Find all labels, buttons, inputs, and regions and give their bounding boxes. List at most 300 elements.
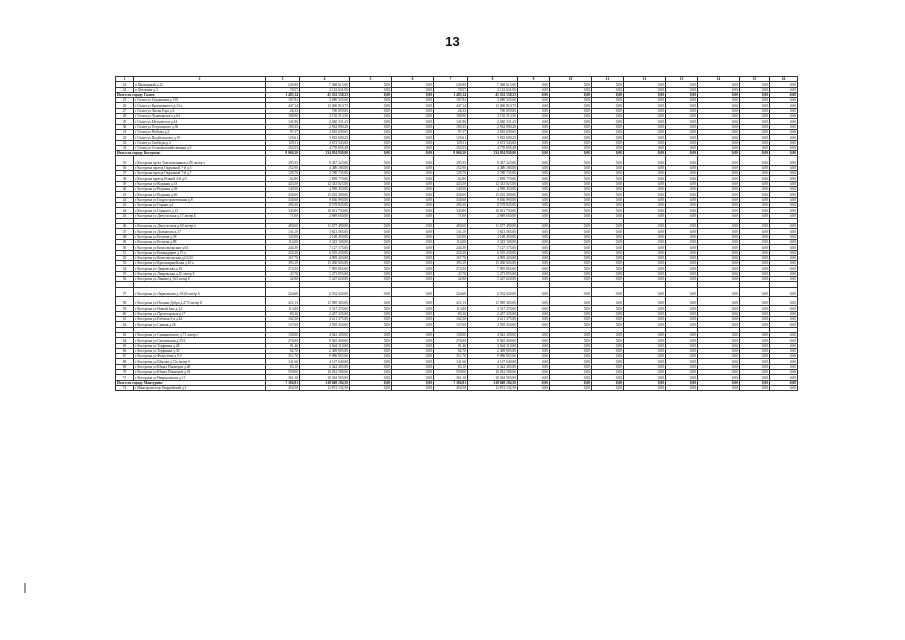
cost-cell: 4 127 640,00 (468, 359, 518, 364)
cost-cell: 4 040 331,25 (468, 119, 518, 124)
zero-value-cell: 0,00 (592, 87, 624, 92)
zero-value-cell: 0,00 (624, 114, 666, 119)
address-cell: г Кострома ул Новый Быт д.14 (134, 306, 266, 311)
zero-value-cell: 0,00 (592, 187, 624, 192)
area-cell: 165,53 (266, 145, 300, 150)
value-cell: 0,00 (350, 145, 392, 150)
zero-value-cell: 0,00 (740, 370, 770, 375)
area-cell: 42,80 (266, 277, 300, 282)
zero-value-cell: 0,00 (666, 187, 698, 192)
zero-value-cell: 0,00 (550, 197, 592, 202)
zero-value-cell: 0,00 (518, 156, 550, 165)
area-cell: 102,50 (266, 317, 300, 322)
zero-value-cell: 0,00 (518, 197, 550, 202)
value-cell: 0,00 (392, 317, 434, 322)
zero-value-cell: 0,00 (698, 338, 740, 343)
zero-value-cell: 0,00 (518, 240, 550, 245)
zero-value-cell: 0,00 (666, 364, 698, 369)
zero-value-cell: 0,00 (770, 306, 798, 311)
address-cell: г Галич ул Свободы д.3 (134, 140, 266, 145)
zero-value-cell: 0,00 (518, 87, 550, 92)
area-cell: 152,90 (434, 165, 468, 170)
zero-value-cell: 0,00 (770, 354, 798, 359)
column-number-cell: 3 (266, 77, 300, 82)
value-cell: 0,00 (392, 297, 434, 306)
area-cell: 224,20 (266, 250, 300, 255)
area-cell: 7 306,81 (266, 380, 300, 385)
address-cell: г Кострома ул Горького д.15 (134, 208, 266, 213)
value-cell: 0,00 (392, 181, 434, 186)
zero-value-cell: 0,00 (624, 98, 666, 103)
column-number-cell: 1 (116, 77, 134, 82)
zero-value-cell: 0,00 (518, 245, 550, 250)
zero-value-cell: 0,00 (592, 245, 624, 250)
zero-value-cell: 0,00 (592, 385, 624, 390)
zero-value-cell: 0,00 (698, 354, 740, 359)
register-table-body (116, 77, 798, 391)
zero-value-cell: 0,00 (550, 255, 592, 260)
zero-value-cell: 0,00 (592, 375, 624, 380)
value-cell: 0,00 (392, 124, 434, 129)
zero-value-cell: 0,00 (698, 234, 740, 239)
row-number: 58 (116, 297, 134, 306)
zero-value-cell: 0,00 (518, 380, 550, 385)
cost-cell: 6 552 920,00 (468, 287, 518, 296)
zero-value-cell: 0,00 (740, 306, 770, 311)
cost-cell: 8 045 400,00 (468, 338, 518, 343)
zero-value-cell: 0,00 (740, 375, 770, 380)
zero-value-cell: 0,00 (518, 114, 550, 119)
zero-value-cell: 0,00 (666, 271, 698, 276)
zero-value-cell: 0,00 (518, 359, 550, 364)
address-cell: г Кострома проезд Речной 4-й д.9 (134, 176, 266, 181)
zero-value-cell: 0,00 (740, 277, 770, 282)
table-row (116, 287, 798, 296)
zero-value-cell: 0,00 (666, 380, 698, 385)
zero-value-cell: 0,00 (770, 385, 798, 390)
zero-value-cell: 0,00 (770, 187, 798, 192)
zero-value-cell: 0,00 (624, 322, 666, 327)
zero-value-cell: 0,00 (698, 197, 740, 202)
column-number-cell: 5 (350, 77, 392, 82)
cost-cell: 9 086 055,00 (300, 354, 350, 359)
zero-value-cell: 0,00 (770, 359, 798, 364)
zero-value-cell: 0,00 (770, 255, 798, 260)
cost-cell: 16 032 500,00 (300, 370, 350, 375)
cost-cell: 1 859 770,00 (300, 176, 350, 181)
row-number: 59 (116, 306, 134, 311)
zero-value-cell: 0,00 (592, 192, 624, 197)
area-cell: 345,80 (434, 208, 468, 213)
zero-value-cell: 0,00 (698, 250, 740, 255)
value-cell: 0,00 (392, 364, 434, 369)
address-cell: г Кострома ул Комсомольская д.61/43 (134, 255, 266, 260)
zero-value-cell: 0,00 (550, 380, 592, 385)
area-cell: 456,00 (434, 192, 468, 197)
cost-cell: 3 780 735,00 (300, 171, 350, 176)
cost-cell: 2 457 345,00 (300, 311, 350, 316)
zero-value-cell: 0,00 (666, 234, 698, 239)
area-cell: 1 403,14 (434, 92, 468, 97)
area-cell: 276,00 (266, 338, 300, 343)
zero-value-cell: 0,00 (770, 322, 798, 327)
cost-cell: 3 825 609,25 (300, 135, 350, 140)
zero-value-cell: 0,00 (698, 98, 740, 103)
area-cell: 100,35 (266, 124, 300, 129)
zero-value-cell: 0,00 (698, 240, 740, 245)
area-cell: 294,30 (434, 202, 468, 207)
zero-value-cell: 0,00 (518, 306, 550, 311)
cost-cell: 3 080 525,00 (468, 98, 518, 103)
zero-value-cell: 0,00 (550, 338, 592, 343)
area-cell: 550,00 (434, 370, 468, 375)
zero-value-cell: 0,00 (518, 98, 550, 103)
zero-value-cell: 0,00 (666, 354, 698, 359)
row-number: 50 (116, 245, 134, 250)
area-cell: 244,50 (434, 245, 468, 250)
address-cell: г Кострома ул Терфинка д.28 (134, 343, 266, 348)
zero-value-cell: 0,00 (624, 255, 666, 260)
area-cell: 393,19 (266, 261, 300, 266)
zero-value-cell: 0,00 (666, 98, 698, 103)
zero-value-cell: 0,00 (624, 317, 666, 322)
zero-value-cell: 0,00 (666, 255, 698, 260)
zero-value-cell: 0,00 (518, 171, 550, 176)
row-number: 25 (116, 98, 134, 103)
zero-value-cell: 0,00 (666, 370, 698, 375)
zero-value-cell: 0,00 (518, 234, 550, 239)
zero-value-cell: 0,00 (666, 317, 698, 322)
zero-value-cell: 0,00 (592, 224, 624, 229)
column-number-cell: 9 (518, 77, 550, 82)
address-cell: г Кострома ул Долматова д.17 (134, 229, 266, 234)
area-cell: 114,00 (434, 240, 468, 245)
zero-value-cell: 0,00 (698, 165, 740, 170)
value-cell: 0,00 (392, 348, 434, 353)
cost-cell: 13 292 490,00 (300, 192, 350, 197)
zero-value-cell: 0,00 (698, 287, 740, 296)
zero-value-cell: 0,00 (624, 82, 666, 87)
value-cell: 0,00 (392, 92, 434, 97)
value-cell: 0,00 (350, 229, 392, 234)
address-cell: г Кострома ул Лермонтова д.10/26 литер б (134, 287, 266, 296)
zero-value-cell: 0,00 (666, 145, 698, 150)
row-number: 24 (116, 87, 134, 92)
zero-value-cell: 0,00 (624, 156, 666, 165)
zero-value-cell: 0,00 (624, 135, 666, 140)
area-cell: 108,90 (266, 114, 300, 119)
area-cell: 140,00 (434, 187, 468, 192)
address-cell: г Кострома ул Симановского д.71 литер г (134, 332, 266, 337)
zero-value-cell: 0,00 (592, 140, 624, 145)
scan-edge-mark (24, 583, 26, 593)
zero-value-cell: 0,00 (698, 224, 740, 229)
row-number: 42 (116, 197, 134, 202)
address-cell: г Кострома ул Водяная д.33 (134, 181, 266, 186)
value-cell: 0,00 (392, 197, 434, 202)
row-number: 46 (116, 224, 134, 229)
address-cell: г Галич ул Металистов д.44 (134, 119, 266, 124)
zero-value-cell: 0,00 (698, 297, 740, 306)
zero-value-cell: 0,00 (592, 240, 624, 245)
area-cell: 224,60 (434, 287, 468, 296)
value-cell: 0,00 (350, 176, 392, 181)
zero-value-cell: 0,00 (518, 192, 550, 197)
zero-value-cell: 0,00 (592, 213, 624, 218)
zero-value-cell: 0,00 (770, 375, 798, 380)
cost-cell: 3 122 641,00 (300, 87, 350, 92)
zero-value-cell: 0,00 (770, 151, 798, 156)
zero-value-cell: 0,00 (740, 187, 770, 192)
address-cell: г Галич ул Сельскохозяйственная д.5 (134, 145, 266, 150)
zero-value-cell: 0,00 (740, 213, 770, 218)
cost-cell: 11 450 603,00 (468, 261, 518, 266)
zero-value-cell: 0,00 (666, 135, 698, 140)
zero-value-cell: 0,00 (624, 343, 666, 348)
address-cell: г Галич ул Победы д.2 (134, 129, 266, 134)
zero-value-cell: 0,00 (550, 82, 592, 87)
cost-cell: 700 659,00 (300, 108, 350, 113)
cost-cell: 3 825 609,25 (468, 135, 518, 140)
zero-value-cell: 0,00 (518, 354, 550, 359)
area-cell: 140,00 (266, 187, 300, 192)
cost-cell: 7 468 615,00 (468, 82, 518, 87)
cost-cell: 11 985 365,00 (300, 297, 350, 306)
zero-value-cell: 0,00 (518, 213, 550, 218)
cost-cell: 2 422 365,00 (300, 364, 350, 369)
zero-value-cell: 0,00 (698, 187, 740, 192)
cost-cell: 4 022 300,00 (468, 332, 518, 337)
zero-value-cell: 0,00 (740, 82, 770, 87)
value-cell: 0,00 (392, 87, 434, 92)
zero-value-cell: 0,00 (518, 266, 550, 271)
area-cell: 83,10 (266, 364, 300, 369)
cost-cell: 8 045 400,00 (300, 338, 350, 343)
zero-value-cell: 0,00 (740, 197, 770, 202)
register-table (115, 76, 798, 391)
zero-value-cell: 0,00 (624, 364, 666, 369)
area-cell: 83,10 (434, 364, 468, 369)
value-cell: 0,00 (392, 135, 434, 140)
zero-value-cell: 0,00 (770, 208, 798, 213)
value-cell: 0,00 (350, 245, 392, 250)
cost-cell: 3 317 270,00 (300, 306, 350, 311)
cost-cell: 2 845 639,65 (300, 129, 350, 134)
cost-cell: 9 086 055,00 (468, 354, 518, 359)
zero-value-cell: 0,00 (624, 224, 666, 229)
zero-value-cell: 0,00 (698, 261, 740, 266)
address-cell: г Кострома ул Пролетарская д.17 (134, 311, 266, 316)
cost-cell: 3 135 313,50 (300, 114, 350, 119)
zero-value-cell: 0,00 (624, 234, 666, 239)
address-cell: г Галич ул Лисья Гора д.3 (134, 108, 266, 113)
zero-value-cell: 0,00 (666, 348, 698, 353)
cost-cell: 1 247 620,00 (300, 277, 350, 282)
cost-cell: 3 135 313,50 (468, 114, 518, 119)
column-number-cell: 4 (300, 77, 350, 82)
zero-value-cell: 0,00 (740, 322, 770, 327)
column-number-cell: 15 (740, 77, 770, 82)
value-cell: 0,00 (392, 332, 434, 337)
zero-value-cell: 0,00 (550, 181, 592, 186)
area-cell: 411,15 (266, 297, 300, 306)
zero-value-cell: 0,00 (740, 229, 770, 234)
zero-value-cell: 0,00 (770, 266, 798, 271)
zero-value-cell: 0,00 (624, 202, 666, 207)
zero-value-cell: 0,00 (770, 370, 798, 375)
area-cell: 423,50 (434, 181, 468, 186)
address-cell: г Кострома ул Терфинка д.30 (134, 348, 266, 353)
value-cell: 0,00 (350, 297, 392, 306)
value-cell: 0,00 (392, 250, 434, 255)
area-cell: 447,14 (434, 103, 468, 108)
zero-value-cell: 0,00 (550, 176, 592, 181)
area-cell: 97,17 (434, 129, 468, 134)
zero-value-cell: 0,00 (592, 129, 624, 134)
zero-value-cell: 0,00 (698, 370, 740, 375)
zero-value-cell: 0,00 (666, 311, 698, 316)
zero-value-cell: 0,00 (550, 213, 592, 218)
cost-cell: 3 821 565,00 (300, 229, 350, 234)
value-cell: 0,00 (350, 129, 392, 134)
zero-value-cell: 0,00 (698, 385, 740, 390)
zero-value-cell: 0,00 (666, 192, 698, 197)
zero-value-cell: 0,00 (698, 156, 740, 165)
zero-value-cell: 0,00 (740, 359, 770, 364)
area-cell: 274,50 (266, 266, 300, 271)
row-number: 38 (116, 176, 134, 181)
row-number: 51 (116, 250, 134, 255)
zero-value-cell: 0,00 (518, 375, 550, 380)
zero-value-cell: 0,00 (740, 348, 770, 353)
value-cell: 0,00 (392, 370, 434, 375)
zero-value-cell: 0,00 (666, 332, 698, 337)
zero-value-cell: 0,00 (518, 229, 550, 234)
address-cell: г Кострома ул Шагова д.71а литер б (134, 359, 266, 364)
zero-value-cell: 0,00 (624, 165, 666, 170)
zero-value-cell: 0,00 (666, 306, 698, 311)
value-cell: 0,00 (350, 306, 392, 311)
zero-value-cell: 0,00 (518, 119, 550, 124)
cost-cell: 2 932 090,20 (300, 124, 350, 129)
zero-value-cell: 0,00 (740, 108, 770, 113)
zero-value-cell: 0,00 (518, 287, 550, 296)
value-cell: 0,00 (392, 165, 434, 170)
zero-value-cell: 0,00 (740, 317, 770, 322)
zero-value-cell: 0,00 (624, 250, 666, 255)
zero-value-cell: 0,00 (592, 135, 624, 140)
area-cell: 84,70 (434, 348, 468, 353)
column-number-cell: 8 (468, 77, 518, 82)
zero-value-cell: 0,00 (698, 245, 740, 250)
zero-value-cell: 0,00 (740, 87, 770, 92)
zero-value-cell: 0,00 (624, 375, 666, 380)
area-cell: 26,32 (266, 108, 300, 113)
value-cell: 0,00 (350, 224, 392, 229)
row-number: 71 (116, 375, 134, 380)
zero-value-cell: 0,00 (518, 208, 550, 213)
zero-value-cell: 0,00 (740, 98, 770, 103)
value-cell: 0,00 (350, 375, 392, 380)
zero-value-cell: 0,00 (740, 364, 770, 369)
address-cell: г Кострома ул Лавровская д.16 (134, 266, 266, 271)
value-cell: 0,00 (392, 343, 434, 348)
cost-cell: 4 486 180,00 (468, 165, 518, 170)
address-cell: г Кострома ул Рабочая 3-я д.42 (134, 317, 266, 322)
cost-cell: 4 905 420,00 (300, 255, 350, 260)
zero-value-cell: 0,00 (740, 156, 770, 165)
address-cell: п Хохловка д.4 (134, 87, 266, 92)
value-cell: 0,00 (350, 135, 392, 140)
value-cell: 0,00 (350, 124, 392, 129)
area-cell: 224,60 (266, 287, 300, 296)
zero-value-cell: 0,00 (518, 385, 550, 390)
address-cell: г Галич ул Луначарского д.64 (134, 114, 266, 119)
zero-value-cell: 0,00 (666, 124, 698, 129)
area-cell: 293,35 (434, 156, 468, 165)
area-cell: 311,70 (434, 354, 468, 359)
zero-value-cell: 0,00 (740, 165, 770, 170)
zero-value-cell: 0,00 (624, 354, 666, 359)
area-cell: 274,50 (434, 266, 468, 271)
zero-value-cell: 0,00 (698, 359, 740, 364)
column-number-cell: 10 (550, 77, 592, 82)
cost-cell: 7 127 175,00 (300, 245, 350, 250)
zero-value-cell: 0,00 (698, 311, 740, 316)
value-cell: 0,00 (392, 140, 434, 145)
zero-value-cell: 0,00 (592, 250, 624, 255)
zero-value-cell: 0,00 (624, 197, 666, 202)
zero-value-cell: 0,00 (740, 311, 770, 316)
zero-value-cell: 0,00 (666, 229, 698, 234)
area-cell: 143,00 (266, 234, 300, 239)
zero-value-cell: 0,00 (592, 103, 624, 108)
cost-cell: 12 343 025,00 (300, 181, 350, 186)
zero-value-cell: 0,00 (666, 375, 698, 380)
area-cell: 141,80 (266, 119, 300, 124)
zero-value-cell: 0,00 (624, 245, 666, 250)
value-cell: 0,00 (350, 87, 392, 92)
zero-value-cell: 0,00 (698, 92, 740, 97)
zero-value-cell: 0,00 (550, 187, 592, 192)
address-cell: г Кострома ул Водяная д.38 (134, 187, 266, 192)
zero-value-cell: 0,00 (518, 176, 550, 181)
zero-value-cell: 0,00 (592, 322, 624, 327)
column-number-cell: 6 (392, 77, 434, 82)
value-cell: 0,00 (350, 240, 392, 245)
zero-value-cell: 0,00 (518, 135, 550, 140)
zero-value-cell: 0,00 (770, 171, 798, 176)
area-cell: 84,70 (266, 348, 300, 353)
zero-value-cell: 0,00 (518, 165, 550, 170)
zero-value-cell: 0,00 (592, 92, 624, 97)
area-cell: 108,90 (434, 114, 468, 119)
area-cell: 400,60 (266, 224, 300, 229)
cost-cell: 3 323 100,00 (300, 240, 350, 245)
cost-cell: 4 770 605,40 (468, 145, 518, 150)
zero-value-cell: 0,00 (666, 119, 698, 124)
cost-cell: 12 872 132,50 (300, 385, 350, 390)
zero-value-cell: 0,00 (624, 119, 666, 124)
value-cell: 0,00 (350, 234, 392, 239)
zero-value-cell: 0,00 (666, 277, 698, 282)
area-cell: 8 060,20 (434, 151, 468, 156)
row-number: 69 (116, 364, 134, 369)
value-cell: 0,00 (392, 82, 434, 87)
area-cell: 345,80 (266, 208, 300, 213)
zero-value-cell: 0,00 (624, 129, 666, 134)
zero-value-cell: 0,00 (666, 343, 698, 348)
